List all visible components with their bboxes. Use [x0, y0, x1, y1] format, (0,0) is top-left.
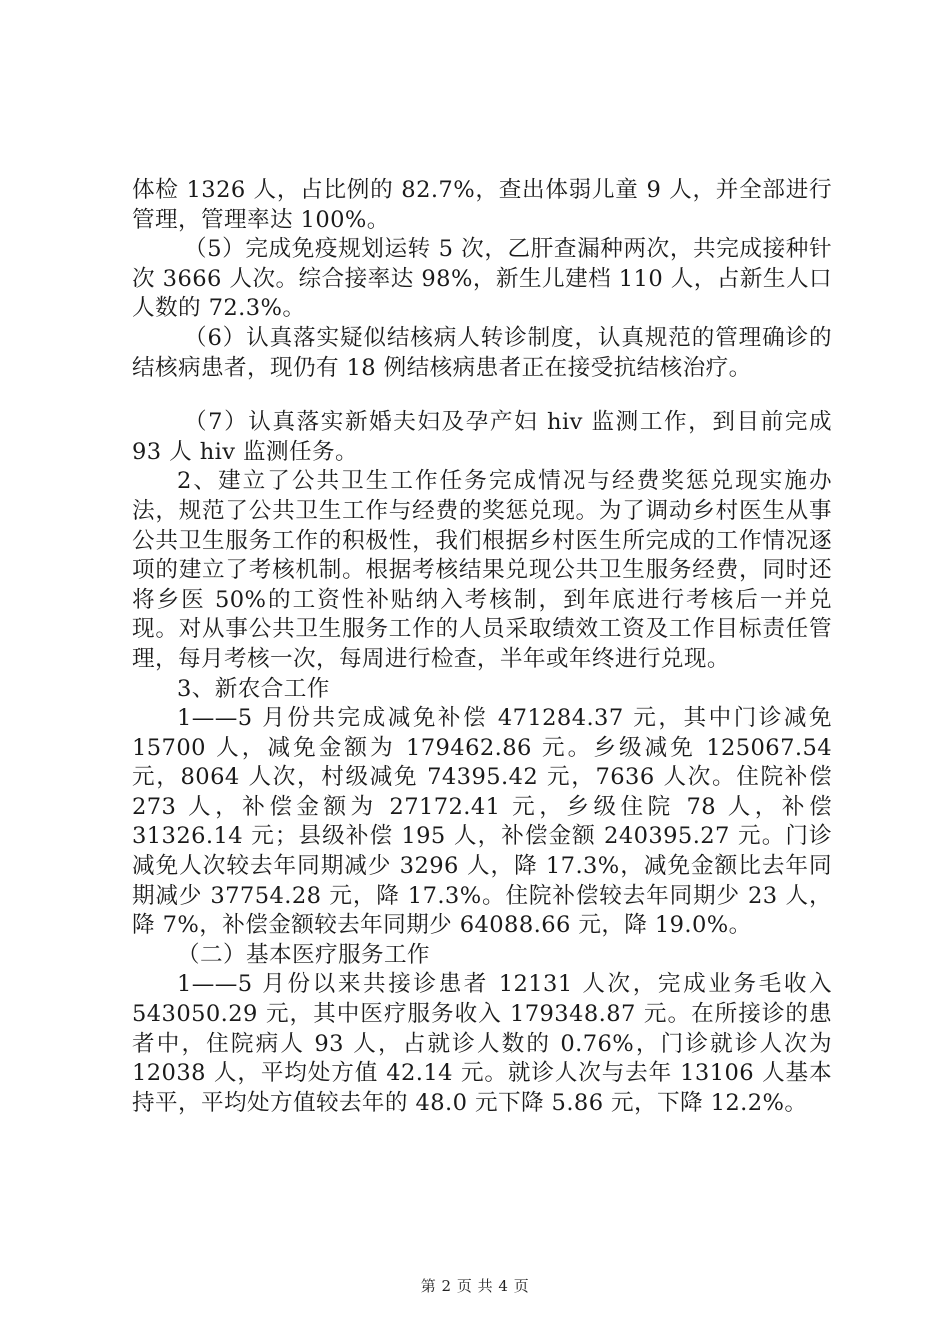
paragraph-tuberculosis: （6）认真落实疑似结核病人转诊制度，认真规范的管理确诊的结核病患者，现仍有 18 例结核病患者正在接受抗结核治疗。 [132, 324, 832, 381]
paragraph-basic-medical-service: 1——5 月份以来共接诊患者 12131 人次，完成业务毛收入 543050.29 元，其中医疗服务收入 179348.87 元。在所接诊的患者中，住院病人 93 人，占就诊人数的 0.76%，门诊就诊人次为 12038 人，平均处方值 42.14 元。就诊人次与去年 13106 人基本持平，平均处方值较去年的 48.0 元下降 5.86 元，下降 12.2%。 [132, 971, 832, 1116]
paragraph-immunization: （5）完成免疫规划运转 5 次，乙肝查漏种两次，共完成接种针次 3666 人次。综合接率达 98%，新生儿建档 110 人，占新生人口人数的 72.3%。 [132, 236, 832, 322]
section-heading-rural-cooperative: 3、新农合工作 [177, 675, 330, 702]
page-footer: 第 2 页 共 4 页 [420, 1277, 530, 1295]
paragraph-rural-cooperative-compensation: 1——5 月份共完成减免补偿 471284.37 元，其中门诊减免 15700 人，减免金额为 179462.86 元。乡级减免 125067.54 元，8064 人次，村级减免 74395.42 元，7636 人次。住院补偿 273 人，补偿金额为 27172.41 元，乡级住院 78 人，补偿 31326.14 元；县级补偿 195 人，补偿金额 240395.27 元。门诊减免人次较去年同期减少 3296 人，降 17.3%，减免金额比去年同期减少 37754.28 元，降 17.3%。住院补偿较去年同期少 23 人，降 7%，补偿金额较去年同期少 64088.66 元，降 19.0%。 [132, 705, 832, 939]
document-body [132, 176, 832, 1118]
paragraph-hiv-monitoring: （7）认真落实新婚夫妇及孕产妇 hiv 监测工作，到目前完成 93 人 hiv 监测任务。 [132, 409, 832, 465]
section-heading-basic-medical-service: （二）基本医疗服务工作 [177, 941, 430, 968]
paragraph-checkup-result: 体检 1326 人，占比例的 82.7%，查出体弱儿童 9 人，并全部进行管理，管理率达 100%。 [132, 177, 832, 233]
paragraph-public-health-funding: 2、建立了公共卫生工作任务完成情况与经费奖惩兑现实施办法，规范了公共卫生工作与经费的奖惩兑现。为了调动乡村医生从事公共卫生服务工作的积极性，我们根据乡村医生所完成的工作情况逐项的建立了考核机制。根据考核结果兑现公共卫生服务经费，同时还将乡医 50%的工资性补贴纳入考核制，到年底进行考核后一并兑现。对从事公共卫生服务工作的人员采取绩效工资及工作目标责任管理，每月考核一次，每周进行检查，半年或年终进行兑现。 [132, 468, 832, 672]
